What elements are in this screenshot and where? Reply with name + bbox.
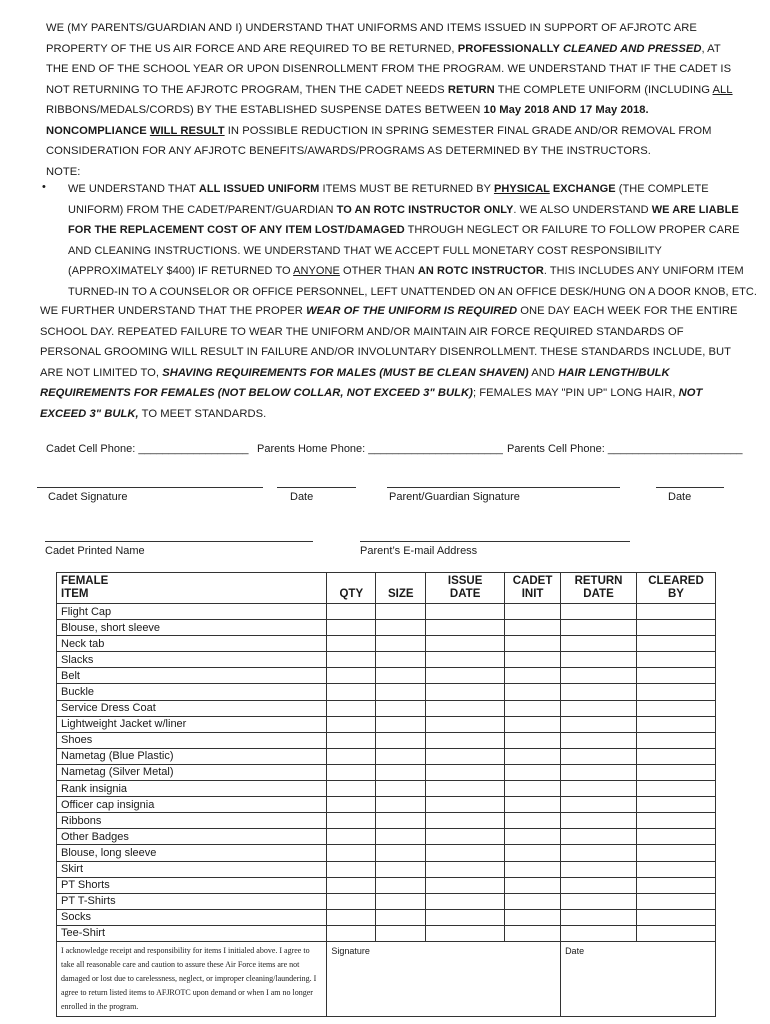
paragraph2-line [68, 282, 758, 303]
issue-date-cell[interactable] [426, 764, 505, 780]
cadet-init-cell[interactable] [505, 604, 561, 620]
text-run: ARE NOT LIMITED TO, [40, 366, 163, 379]
text-run: IN POSSIBLE REDUCTION IN SPRING SEMESTER FINAL GRADE AND/OR REMOVAL FROM [224, 124, 712, 137]
text-run: WE FURTHER UNDERSTAND THAT THE PROPER [40, 305, 307, 317]
issue-date-cell[interactable] [426, 668, 505, 684]
issue-date-cell[interactable] [426, 604, 505, 620]
qty-cell[interactable] [327, 829, 376, 845]
return-date-cell[interactable] [561, 861, 637, 877]
text-run: FOR THE REPLACEMENT COST OF ANY ITEM LOST/DAMAGED [68, 224, 405, 236]
size-cell[interactable] [376, 684, 426, 700]
qty-cell[interactable] [327, 877, 376, 893]
qty-cell[interactable] [327, 925, 376, 941]
size-cell[interactable] [376, 845, 426, 861]
cadet-init-cell[interactable] [505, 620, 561, 636]
cadet-init-cell[interactable] [505, 732, 561, 748]
cleared-by-cell[interactable] [636, 909, 715, 925]
text-run: ANYONE [293, 265, 340, 277]
cadet-init-cell[interactable] [505, 861, 561, 877]
paragraph3-line [40, 301, 760, 322]
table-row [57, 732, 716, 748]
item-name-cell: Nametag (Silver Metal) [57, 764, 327, 780]
cadet-init-cell[interactable] [505, 845, 561, 861]
paragraph3-line [40, 322, 760, 343]
cadet-signature-line[interactable] [37, 487, 263, 488]
cleared-by-cell[interactable] [636, 813, 715, 829]
cleared-by-cell[interactable] [636, 925, 715, 941]
text-run: 10 May 2018 AND 17 May 2018. [483, 104, 649, 116]
return-date-cell[interactable] [561, 604, 637, 620]
uniform-return-paragraph [46, 18, 746, 182]
text-run: , AT [701, 42, 721, 55]
date-label-2: Date [668, 491, 692, 503]
text-run: HAIR LENGTH/BULK [558, 366, 670, 379]
return-date-cell[interactable] [561, 700, 637, 716]
return-date-cell[interactable] [561, 684, 637, 700]
table-row [57, 925, 716, 941]
cleared-by-cell[interactable] [636, 877, 715, 893]
cleared-by-cell[interactable] [636, 620, 715, 636]
issue-date-cell[interactable] [426, 797, 505, 813]
header-return-date: RETURN DATE [561, 573, 637, 604]
text-run: NONCOMPLIANCE [46, 124, 150, 137]
cadet-signature-label: Cadet Signature [48, 491, 128, 503]
issue-date-cell[interactable] [426, 925, 505, 941]
item-rows [57, 604, 716, 942]
return-date-cell[interactable] [561, 813, 637, 829]
text-run: PROFESSIONALLY [457, 42, 563, 55]
return-date-cell[interactable] [561, 893, 637, 909]
cadet-init-cell[interactable] [505, 716, 561, 732]
return-date-cell[interactable] [561, 781, 637, 797]
item-name-cell: Service Dress Coat [57, 700, 327, 716]
issue-date-cell[interactable] [426, 909, 505, 925]
parent-signature-line[interactable] [387, 487, 620, 488]
paragraph1-line [46, 18, 746, 39]
table-row [57, 636, 716, 652]
qty-cell[interactable] [327, 620, 376, 636]
table-row [57, 893, 716, 909]
table-row [57, 781, 716, 797]
qty-cell[interactable] [327, 893, 376, 909]
paragraph1-line [46, 59, 746, 80]
text-run: THE END OF THE SCHOOL YEAR OR UPON DISENROLLMENT FROM THE PROGRAM. WE UNDERSTAND THAT IF THE CADET IS [46, 63, 732, 75]
header-cadet-init: CADET INIT [505, 573, 561, 604]
cleared-by-cell[interactable] [636, 732, 715, 748]
item-name-cell: Shoes [57, 732, 327, 748]
issue-date-cell[interactable] [426, 716, 505, 732]
cleared-by-cell[interactable] [636, 781, 715, 797]
qty-cell[interactable] [327, 668, 376, 684]
table-row [57, 861, 716, 877]
female-uniform-items-table [56, 572, 716, 1017]
size-cell[interactable] [376, 877, 426, 893]
issue-date-cell[interactable] [426, 652, 505, 668]
size-cell[interactable] [376, 861, 426, 877]
paragraph1-line [46, 121, 746, 142]
cadet-printed-name-label: Cadet Printed Name [45, 545, 145, 557]
qty-cell[interactable] [327, 797, 376, 813]
qty-cell[interactable] [327, 861, 376, 877]
header-cleared-by: CLEARED BY [636, 573, 715, 604]
cleared-by-cell[interactable] [636, 748, 715, 764]
text-run: CLEANED AND PRESSED [562, 42, 702, 55]
liability-note-paragraph [68, 179, 758, 302]
size-cell[interactable] [376, 716, 426, 732]
issue-date-cell[interactable] [426, 700, 505, 716]
cleared-by-cell[interactable] [636, 829, 715, 845]
cadet-init-cell[interactable] [505, 764, 561, 780]
acknowledgement-text: I acknowledge receipt and responsibility for items I initialed above. I agree to take all reasonable care and caution to assure these Air Force items are not damaged or lost due to carelessness, neglect, or improper cleaning/laundering. I agree to return listed items to AFJROTC upon demand or when I am no longer enrolled in the program. [57, 941, 327, 1016]
text-run: EXCEED 3" BULK, [40, 407, 139, 420]
paragraph2-line [68, 200, 758, 221]
text-run: THE COMPLETE UNIFORM (INCLUDING [494, 83, 713, 96]
text-run: PROPERTY OF THE US AIR FORCE AND ARE REQUIRED TO BE RETURNED, [46, 42, 458, 55]
text-run: AN ROTC INSTRUCTOR [417, 265, 544, 277]
text-run: RETURN [447, 83, 495, 96]
item-name-cell: Lightweight Jacket w/liner [57, 716, 327, 732]
return-date-cell[interactable] [561, 716, 637, 732]
text-run: PERSONAL GROOMING WILL RESULT IN FAILURE AND/OR INVOLUNTARY DISENROLLMENT. THESE STANDARDS INCLUDE, BUT [40, 346, 732, 358]
issue-date-cell[interactable] [426, 636, 505, 652]
bullet-icon: • [42, 181, 46, 193]
paragraph3-line [40, 342, 760, 363]
table-row [57, 684, 716, 700]
text-run: . WE ALSO UNDERSTAND [513, 203, 652, 216]
qty-cell[interactable] [327, 604, 376, 620]
text-run: PHYSICAL [493, 183, 550, 195]
cleared-by-cell[interactable] [636, 604, 715, 620]
text-run: AND [528, 366, 559, 379]
text-run: NOT RETURNING TO THE AFJROTC PROGRAM, THEN THE CADET NEEDS [46, 83, 448, 96]
size-cell[interactable] [376, 620, 426, 636]
text-run: WE (MY PARENTS/GUARDIAN AND I) UNDERSTAND THAT UNIFORMS AND ITEMS ISSUED IN SUPPORT OF AFJROTC ARE [46, 22, 697, 34]
qty-cell[interactable] [327, 909, 376, 925]
table-row [57, 813, 716, 829]
issue-date-cell[interactable] [426, 813, 505, 829]
item-name-cell: Nametag (Blue Plastic) [57, 748, 327, 764]
text-run: ONE DAY EACH WEEK FOR THE ENTIRE [517, 305, 738, 317]
return-date-cell[interactable] [561, 845, 637, 861]
size-cell[interactable] [376, 748, 426, 764]
header-item: FEMALE ITEM [57, 573, 327, 604]
header-size: SIZE [376, 573, 426, 604]
item-name-cell: Buckle [57, 684, 327, 700]
cadet-init-cell[interactable] [505, 700, 561, 716]
qty-cell[interactable] [327, 845, 376, 861]
return-date-cell[interactable] [561, 925, 637, 941]
text-run: ITEMS MUST BE RETURNED BY [319, 183, 494, 195]
size-cell[interactable] [376, 732, 426, 748]
header-issue-date: ISSUE DATE [426, 573, 505, 604]
cadet-printed-name-line[interactable] [45, 541, 313, 542]
size-cell[interactable] [376, 764, 426, 780]
cleared-by-cell[interactable] [636, 797, 715, 813]
size-cell[interactable] [376, 604, 426, 620]
signature-cell[interactable]: Signature [327, 941, 561, 1016]
uniform-wear-paragraph [40, 301, 760, 424]
size-cell[interactable] [376, 925, 426, 941]
table-row [57, 604, 716, 620]
item-name-cell: Rank insignia [57, 781, 327, 797]
cadet-init-cell[interactable] [505, 893, 561, 909]
text-run: UNIFORM) FROM THE CADET/PARENT/GUARDIAN [68, 203, 337, 216]
return-date-cell[interactable] [561, 797, 637, 813]
qty-cell[interactable] [327, 813, 376, 829]
cadet-init-cell[interactable] [505, 925, 561, 941]
cadet-init-cell[interactable] [505, 797, 561, 813]
paragraph1-line [46, 141, 746, 162]
return-date-cell[interactable] [561, 636, 637, 652]
return-date-cell[interactable] [561, 620, 637, 636]
date-line-1[interactable] [277, 487, 356, 488]
return-date-cell[interactable] [561, 764, 637, 780]
issue-date-cell[interactable] [426, 748, 505, 764]
qty-cell[interactable] [327, 748, 376, 764]
cadet-init-cell[interactable] [505, 829, 561, 845]
cadet-cell-phone-field[interactable]: Cadet Cell Phone: __________________ [46, 443, 249, 455]
cadet-init-cell[interactable] [505, 748, 561, 764]
text-run: (APPROXIMATELY $400) IF RETURNED TO [68, 265, 294, 277]
qty-cell[interactable] [327, 684, 376, 700]
paragraph1-line [46, 100, 746, 121]
cleared-by-cell[interactable] [636, 652, 715, 668]
item-name-cell: Flight Cap [57, 604, 327, 620]
issue-date-cell[interactable] [426, 829, 505, 845]
text-run: TO MEET STANDARDS. [138, 407, 267, 420]
paragraph3-line [40, 383, 760, 404]
table-row [57, 716, 716, 732]
size-cell[interactable] [376, 700, 426, 716]
paragraph3-line [40, 404, 760, 425]
return-date-cell[interactable] [561, 668, 637, 684]
paragraph1-line [46, 39, 746, 60]
header-qty: QTY [327, 573, 376, 604]
return-date-cell[interactable] [561, 652, 637, 668]
text-run: TO AN ROTC INSTRUCTOR ONLY [336, 203, 514, 216]
text-run: NOTE: [46, 165, 81, 178]
cleared-by-cell[interactable] [636, 636, 715, 652]
cadet-init-cell[interactable] [505, 668, 561, 684]
item-name-cell: PT Shorts [57, 877, 327, 893]
text-run: OTHER THAN [339, 265, 418, 277]
cleared-by-cell[interactable] [636, 700, 715, 716]
return-date-cell[interactable] [561, 877, 637, 893]
item-name-cell: Tee-Shirt [57, 925, 327, 941]
issue-date-cell[interactable] [426, 781, 505, 797]
size-cell[interactable] [376, 813, 426, 829]
text-run: NOT [678, 387, 703, 399]
table-row [57, 620, 716, 636]
paragraph3-line [40, 363, 760, 384]
table-row [57, 764, 716, 780]
text-run: WE UNDERSTAND THAT [68, 183, 199, 195]
table-row [57, 652, 716, 668]
issue-date-cell[interactable] [426, 861, 505, 877]
text-run: THROUGH NEGLECT OR FAILURE TO FOLLOW PROPER CARE [404, 224, 740, 236]
qty-cell[interactable] [327, 716, 376, 732]
table-row [57, 797, 716, 813]
text-run: TURNED-IN TO A COUNSELOR OR OFFICE PERSONNEL, LEFT UNATTENDED ON AN OFFICE DESK/HUNG ON A DOOR KNOB, ETC. [68, 285, 757, 298]
size-cell[interactable] [376, 909, 426, 925]
size-cell[interactable] [376, 829, 426, 845]
return-date-cell[interactable] [561, 909, 637, 925]
issue-date-cell[interactable] [426, 620, 505, 636]
item-name-cell: Belt [57, 668, 327, 684]
item-name-cell: Skirt [57, 861, 327, 877]
return-date-cell[interactable] [561, 732, 637, 748]
cadet-init-cell[interactable] [505, 652, 561, 668]
text-run: ; FEMALES MAY "PIN UP" LONG HAIR, [472, 387, 679, 399]
date-label-1: Date [290, 491, 314, 503]
size-cell[interactable] [376, 893, 426, 909]
return-date-cell[interactable] [561, 829, 637, 845]
table-row [57, 829, 716, 845]
cleared-by-cell[interactable] [636, 845, 715, 861]
parent-email-line[interactable] [360, 541, 630, 542]
parents-cell-phone-field[interactable]: Parents Cell Phone: ______________________ [507, 443, 743, 455]
qty-cell[interactable] [327, 781, 376, 797]
cadet-init-cell[interactable] [505, 636, 561, 652]
table-row [57, 877, 716, 893]
paragraph2-line [68, 220, 758, 241]
table-row [57, 700, 716, 716]
table-header-row [57, 573, 716, 604]
text-run: WEAR OF THE UNIFORM IS REQUIRED [306, 305, 518, 317]
item-name-cell: PT T-Shirts [57, 893, 327, 909]
cleared-by-cell[interactable] [636, 764, 715, 780]
cleared-by-cell[interactable] [636, 893, 715, 909]
size-cell[interactable] [376, 652, 426, 668]
paragraph2-line [68, 261, 758, 282]
date-cell[interactable]: Date [561, 941, 716, 1016]
text-run: (THE COMPLETE [615, 183, 709, 195]
table-row [57, 845, 716, 861]
text-run: . THIS INCLUDES ANY UNIFORM ITEM [543, 265, 744, 277]
qty-cell[interactable] [327, 764, 376, 780]
paragraph1-line [46, 80, 746, 101]
text-run: SHAVING REQUIREMENTS FOR MALES (MUST BE CLEAN SHAVEN) [162, 366, 529, 379]
item-name-cell: Other Badges [57, 829, 327, 845]
item-name-cell: Officer cap insignia [57, 797, 327, 813]
date-line-2[interactable] [656, 487, 724, 488]
item-name-cell: Ribbons [57, 813, 327, 829]
issue-date-cell[interactable] [426, 845, 505, 861]
parent-signature-label: Parent/Guardian Signature [389, 491, 520, 503]
qty-cell[interactable] [327, 652, 376, 668]
cleared-by-cell[interactable] [636, 684, 715, 700]
text-run: CONSIDERATION FOR ANY AFJROTC BENEFITS/AWARDS/PROGRAMS AS DETERMINED BY THE INSTRUCTORS. [46, 145, 651, 157]
parents-home-phone-field[interactable]: Parents Home Phone: ______________________ [257, 443, 503, 455]
text-run: WILL RESULT [149, 124, 225, 137]
size-cell[interactable] [376, 781, 426, 797]
text-run: EXCHANGE [549, 183, 616, 195]
cadet-init-cell[interactable] [505, 909, 561, 925]
cleared-by-cell[interactable] [636, 716, 715, 732]
issue-date-cell[interactable] [426, 684, 505, 700]
cleared-by-cell[interactable] [636, 668, 715, 684]
text-run: ALL [712, 83, 733, 96]
text-run: ALL ISSUED UNIFORM [198, 183, 320, 195]
cadet-init-cell[interactable] [505, 877, 561, 893]
cadet-init-cell[interactable] [505, 684, 561, 700]
item-name-cell: Slacks [57, 652, 327, 668]
text-run: AND CLEANING INSTRUCTIONS. WE UNDERSTAND THAT WE ACCEPT FULL MONETARY COST RESPONSIBILITY [68, 244, 662, 257]
paragraph2-line [68, 241, 758, 262]
text-run: REQUIREMENTS FOR FEMALES (NOT BELOW COLLAR, NOT EXCEED 3" BULK) [40, 387, 473, 399]
issue-date-cell[interactable] [426, 732, 505, 748]
qty-cell[interactable] [327, 700, 376, 716]
item-name-cell: Neck tab [57, 636, 327, 652]
cleared-by-cell[interactable] [636, 861, 715, 877]
issue-date-cell[interactable] [426, 893, 505, 909]
item-name-cell: Socks [57, 909, 327, 925]
issue-date-cell[interactable] [426, 877, 505, 893]
table-row [57, 748, 716, 764]
qty-cell[interactable] [327, 732, 376, 748]
table-row [57, 668, 716, 684]
table-row [57, 909, 716, 925]
size-cell[interactable] [376, 636, 426, 652]
item-name-cell: Blouse, short sleeve [57, 620, 327, 636]
text-run: RIBBONS/MEDALS/CORDS) BY THE ESTABLISHED SUSPENSE DATES BETWEEN [46, 104, 484, 116]
text-run: WE ARE LIABLE [651, 203, 739, 216]
qty-cell[interactable] [327, 636, 376, 652]
cadet-init-cell[interactable] [505, 813, 561, 829]
parent-email-label: Parent’s E-mail Address [360, 545, 478, 557]
acknowledgement-row [57, 941, 716, 1016]
item-name-cell: Blouse, long sleeve [57, 845, 327, 861]
size-cell[interactable] [376, 797, 426, 813]
return-date-cell[interactable] [561, 748, 637, 764]
size-cell[interactable] [376, 668, 426, 684]
paragraph2-line [68, 179, 758, 200]
text-run: SCHOOL DAY. REPEATED FAILURE TO WEAR THE UNIFORM AND/OR MAINTAIN AIR FORCE REQUIRED STANDARDS OF [40, 325, 684, 338]
cadet-init-cell[interactable] [505, 781, 561, 797]
